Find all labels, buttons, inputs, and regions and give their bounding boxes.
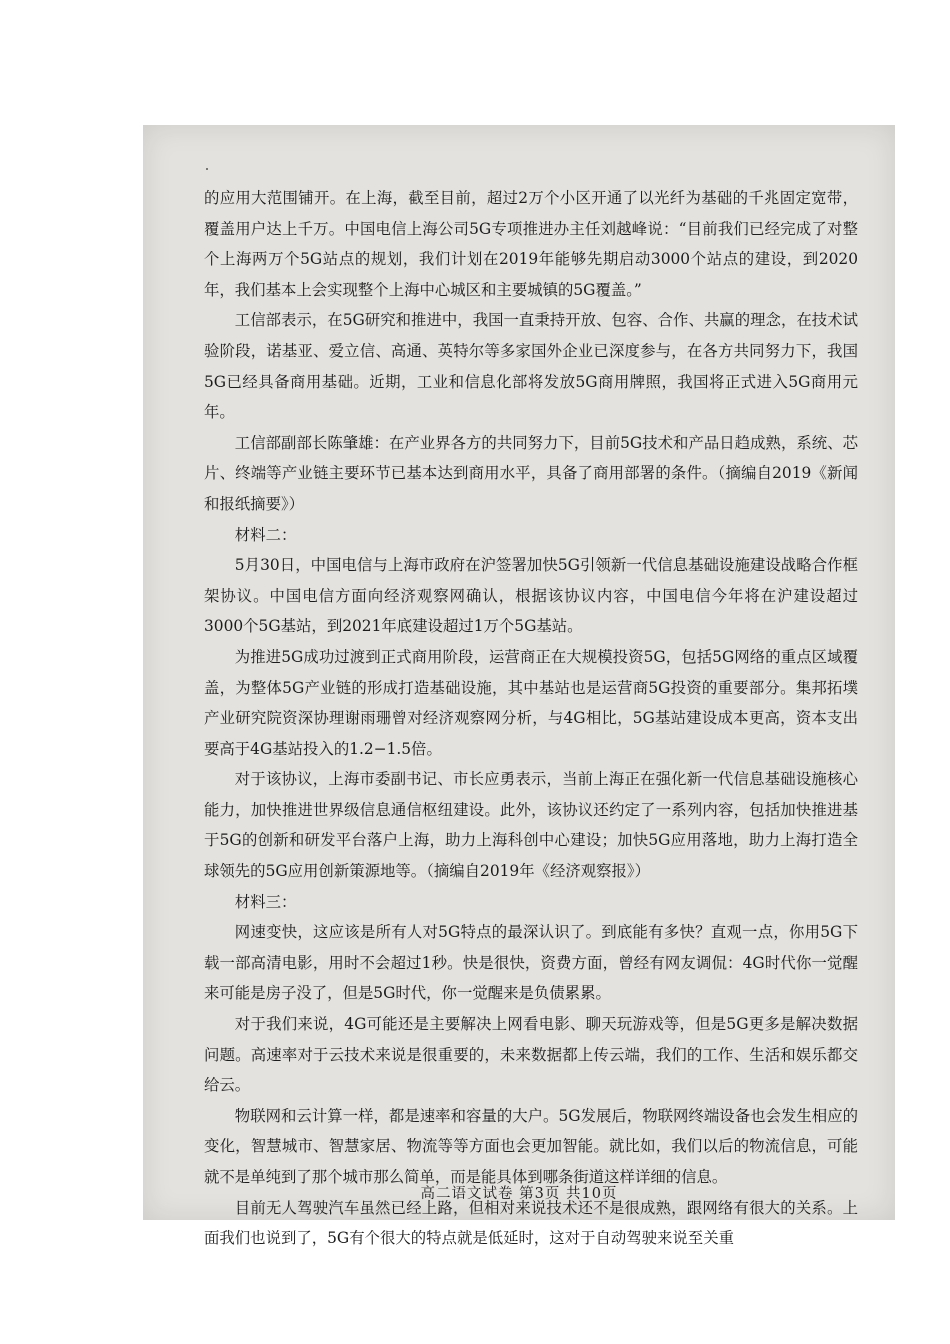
- page-footer: 高二语文试卷 第3页 共10页: [420, 1186, 618, 1202]
- paragraph-iot: 物联网和云计算一样，都是速率和容量的大户。5G发展后，物联网终端设备也会发生相应的变化，智慧城市、智慧家居、物流等等方面也会更加智能。就比如，我们以后的物流信息，可能就不是单纯到了那个城市那么简单，而是能具体到哪条街道这样详细的信息。: [204, 1106, 858, 1186]
- article-body: [204, 183, 858, 1254]
- material-three-heading: 材料三：: [234, 892, 297, 911]
- paragraph-miit-statement: 工信部表示，在5G研究和推进中，我国一直秉持开放、包容、合作、共赢的理念，在技术试验阶段，诺基亚、爱立信、高通、英特尔等多家国外企业已深度参与，在各方共同努力下，我国5G已经具备商用基础。近期，工业和信息化部将发放5G商用牌照，我国将正式进入5G商用元年。: [204, 311, 858, 422]
- paragraph-cloud: 对于我们来说，4G可能还是主要解决上网看电影、聊天玩游戏等，但是5G更多是解决数据问题。高速率对于云技术来说是很重要的，未来数据都上传云端，我们的工作、生活和娱乐都交给云。: [204, 1015, 858, 1095]
- paragraph-agreement: 5月30日，中国电信与上海市政府在沪签署加快5G引领新一代信息基础设施建设战略合作框架协议。中国电信方面向经济观察网确认，根据该协议内容，中国电信今年将在沪建设超过3000个5G基站，到2021年底建设超过1万个5G基站。: [204, 556, 858, 636]
- exam-page: [143, 125, 895, 1248]
- material-two-heading: 材料二：: [234, 525, 297, 544]
- paragraph-speed: 网速变快，这应该是所有人对5G特点的最深认识了。到底能有多快？直观一点，你用5G下载一部高清电影，用时不会超过1秒。快是很快，资费方面，曾经有网友调侃：4G时代你一觉醒来可能是房子没了，但是5G时代，你一觉醒来是负债累累。: [204, 923, 858, 1003]
- paragraph-investment: 为推进5G成功过渡到正式商用阶段，运营商正在大规模投资5G，包括5G网络的重点区域覆盖，为整体5G产业链的形成打造基础设施，其中基站也是运营商5G投资的重要部分。集邦拓墣产业研究院资深协理谢雨珊曾对经济观察网分析，与4G相比，5G基站建设成本更高，资本支出要高于4G基站投入的1.2−1.5倍。: [204, 647, 858, 758]
- paragraph-autonomous: 目前无人驾驶汽车虽然已经上路，但相对来说技术还不是很成熟，跟网络有很大的关系。上面我们也说到了，5G有个很大的特点就是低延时，这对于自动驾驶来说至关重: [204, 1198, 858, 1248]
- paragraph-mayor: 对于该协议，上海市委副书记、市长应勇表示，当前上海正在强化新一代信息基础设施核心能力，加快推进世界级信息通信枢纽建设。此外，该协议还约定了一系列内容，包括加快推进基于5G的创新和研发平台落户上海，助力上海科创中心建设；加快5G应用落地，助力上海打造全球领先的5G应用创新策源地等。（摘编自2019年《经济观察报》）: [204, 770, 858, 881]
- paragraph-continued: 的应用大范围铺开。在上海，截至目前，超过2万个小区开通了以光纤为基础的千兆固定宽带，覆盖用户达上千万。中国电信上海公司5G专项推进办主任刘越峰说：“目前我们已经完成了对整个上海两万个5G站点的规划，我们计划在2019年能够先期启动3000个站点的建设，到2020年，我们基本上会实现整个上海中心城区和主要城镇的5G覆盖。”: [204, 189, 858, 299]
- paragraph-vice-minister: 工信部副部长陈肇雄：在产业界各方的共同努力下，目前5G技术和产品日趋成熟，系统、芯片、终端等产业链主要环节已基本达到商用水平，具备了商用部署的条件。（摘编自2019《新闻和报纸摘要》）: [204, 433, 858, 513]
- print-speck: [206, 168, 208, 170]
